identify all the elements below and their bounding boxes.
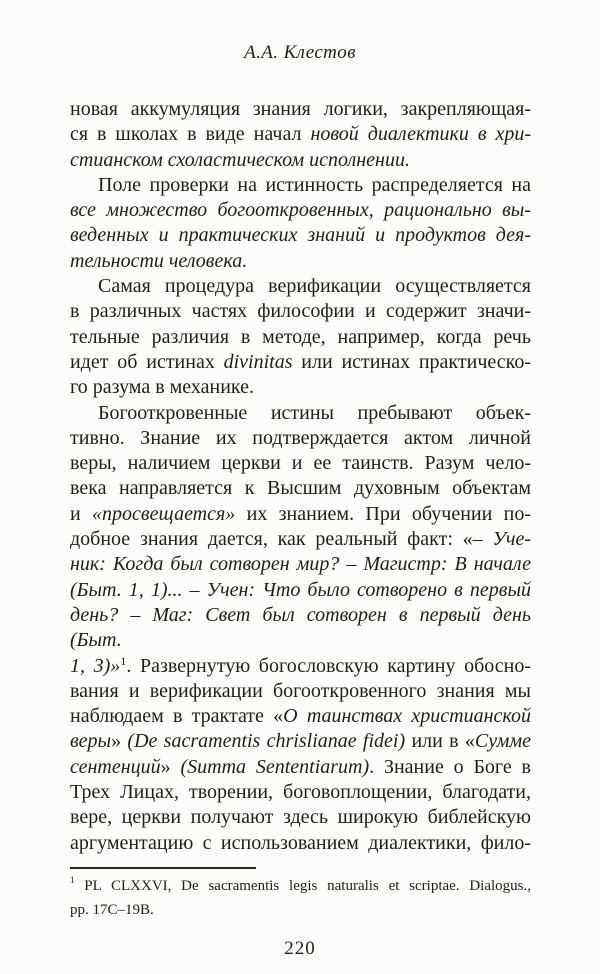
text-line: в различных частях философии и содержит значи- <box>70 300 531 323</box>
text-line: Богооткровенные истины пребывают объек- <box>98 401 531 424</box>
text-line: веры» (De sacramentis chrislianae fidei) или в «Сумме <box>70 730 531 753</box>
footnote-marker: 1 <box>120 653 127 668</box>
text-line: наблюдаем в трактате «О таинствах христианской <box>70 705 531 728</box>
paragraph <box>70 173 531 274</box>
footnote-marker: 1 <box>70 874 75 885</box>
text-line: Поле проверки на истинность распределяется на <box>98 173 531 196</box>
text-line: идет об истинах divinitas или истинах практическо- <box>70 350 531 373</box>
text-line: добное знания дается, как реальный факт: «– Уче- <box>70 528 531 551</box>
text-line: ся в школах в виде начал новой диалектики в хри- <box>70 123 531 146</box>
text-line: и «просвещается» их знанием. При обучении по- <box>70 502 532 525</box>
text-line: вания и верификации богооткровенного знания мы <box>70 679 531 702</box>
footnote <box>70 874 531 922</box>
text-line: аргументацию с использованием диалектики, фило- <box>70 831 531 854</box>
text-line: Трех Лицах, творении, боговоплощении, благодати, <box>70 781 531 804</box>
running-header: А.А. Клестов <box>244 42 356 63</box>
text-line: новая аккумуляция знания логики, закрепляющая- <box>70 98 531 120</box>
text-line: веденных и практических знаний и продуктов дея- <box>70 224 531 247</box>
text-line: века направляется к Высшим духовным объектам <box>70 477 531 500</box>
paragraph <box>70 97 531 173</box>
text-line: pp. 17C–19B. <box>70 901 154 918</box>
footnote-rule <box>70 867 256 869</box>
text-line: тивно. Знание их подтверждается актом личной <box>70 426 531 449</box>
text-line: 1, 3)»$^1$. Развернутую богословскую картину обосно- <box>70 653 531 677</box>
text-line: $^1$ PL CLXXVI, De sacramentis legis naturalis et scriptae. Dialogus., <box>70 874 531 894</box>
text-line: Самая процедура верификации осуществляется <box>98 275 531 298</box>
text-line: тельные различия в методе, например, когда речь <box>70 325 531 348</box>
paragraph <box>70 274 531 400</box>
text-line: (Быт. 1, 1)... – Учен: Что было сотворено в первый <box>70 578 531 601</box>
body-text <box>70 97 531 856</box>
page-number: 220 <box>284 937 316 959</box>
text-line: ник: Когда был сотворен мир? – Магистр: В начале <box>70 553 531 576</box>
text-line: вере, церкви получают здесь широкую библейскую <box>70 806 531 829</box>
text-line: все множество богооткровенных, рационально вы- <box>70 199 531 222</box>
text-line: тельности человека. <box>70 249 248 272</box>
text-line: веры, наличием церкви и ее таинств. Разум чело- <box>70 452 531 475</box>
text-line: го разума в механике. <box>70 376 255 399</box>
text-line: сентенций» (Summa Sententiarum). Знание о Боге в <box>70 755 531 778</box>
text-line: день? – Маг: Свет был сотворен в первый день (Быт. <box>70 603 531 652</box>
paragraph <box>70 401 531 856</box>
text-line: стианском схоластическом исполнении. <box>70 148 410 171</box>
